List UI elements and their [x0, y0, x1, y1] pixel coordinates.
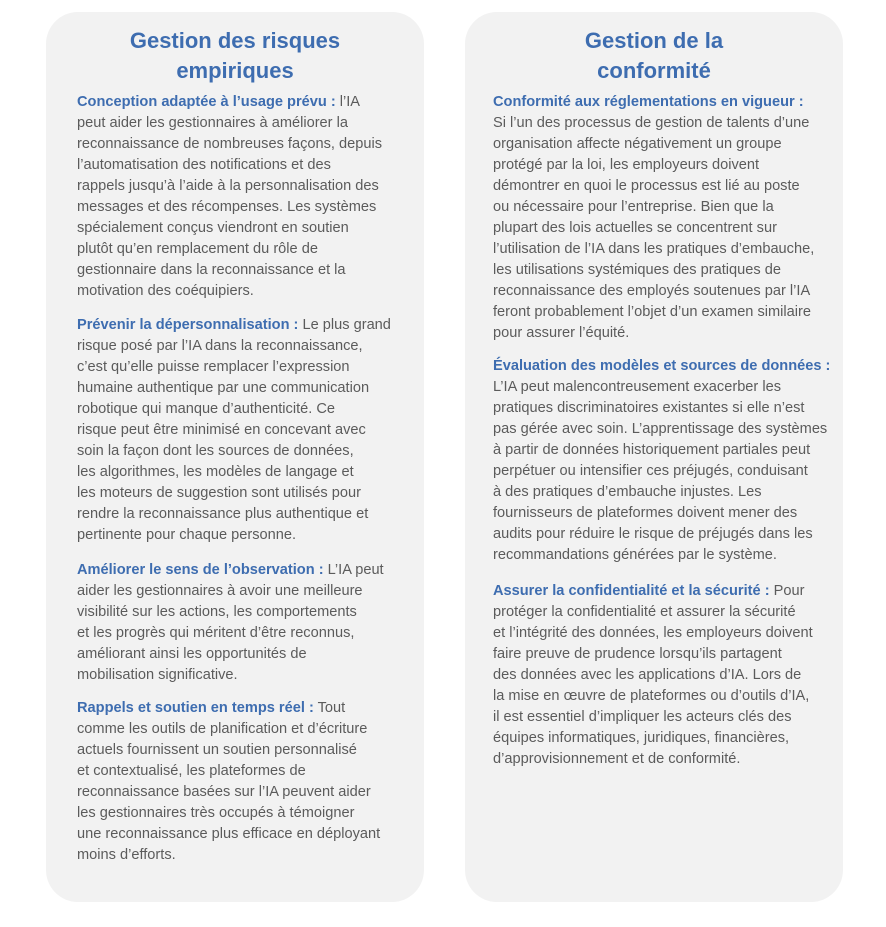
section-text-line: protégé par la loi, les employeurs doivent — [493, 157, 760, 173]
title-line: empiriques — [176, 58, 294, 83]
section-paragraph — [493, 92, 837, 344]
section-text-line: et les progrès qui méritent d’être reconnus, — [77, 625, 355, 641]
section-text-line: L’IA peut malencontreusement exacerber les — [493, 379, 781, 395]
section-text-line: pratiques discriminatoires existantes si elle n’est — [493, 400, 805, 416]
section-text-line: risque posé par l’IA dans la reconnaissance, — [77, 338, 363, 354]
section-text-line: motivation des coéquipiers. — [77, 283, 254, 299]
section-text-line: actuels fournissent un soutien personnalisé — [77, 742, 357, 758]
section-text-line: peut aider les gestionnaires à améliorer la — [77, 115, 348, 131]
section-text-line: gestionnaire dans la reconnaissance et la — [77, 262, 346, 278]
section-text-line: une reconnaissance plus efficace en déployant — [77, 826, 381, 842]
section-heading: Prévenir la dépersonnalisation : — [77, 317, 299, 333]
section-text-line: perpétuer ou intensifier ces préjugés, conduisant — [493, 463, 808, 479]
paragraph-line — [77, 92, 414, 113]
compliance-management-card — [465, 12, 843, 902]
section-text-line: les gestionnaires très occupés à témoigner — [77, 805, 355, 821]
paragraph-line — [493, 581, 837, 602]
section-text-line: ou nécessaire pour l’entreprise. Bien que la — [493, 199, 774, 215]
title-line: Gestion de la — [584, 28, 724, 53]
section-text-line: la mise en œuvre de plateformes ou d’outils d’IA, — [493, 688, 810, 704]
section-text-line: les moteurs de suggestion sont utilisés pour — [77, 485, 361, 501]
paragraph-line — [77, 315, 414, 336]
section-text-line: reconnaissance des employés soutenues par l’IA — [493, 283, 811, 299]
section-text-line: à des pratiques d’embauche injustes. Les — [493, 484, 762, 500]
section-text-line: organisation affecte négativement un groupe — [493, 136, 782, 152]
section-text: Tout — [313, 700, 346, 716]
section-text-line: reconnaissance basées sur l’IA peuvent aider — [77, 784, 371, 800]
section-paragraph — [493, 581, 837, 770]
section-text: Le plus grand — [298, 317, 391, 333]
compliance-management-title — [465, 26, 843, 86]
section-text-line: à partir de données historiquement partiales peut — [493, 442, 811, 458]
section-text-line: recommandations générées par le système. — [493, 547, 777, 563]
section-text-line: moins d’efforts. — [77, 847, 176, 863]
section-text: Pour — [769, 583, 805, 599]
section-paragraph — [77, 92, 414, 302]
section-paragraph — [77, 560, 414, 686]
section-heading: Conformité aux réglementations en vigueur : — [493, 94, 804, 110]
section-text-line: et l’intégrité des données, les employeurs doivent — [493, 625, 813, 641]
risk-management-title — [46, 26, 424, 86]
section-text-line: l’automatisation des notifications et des — [77, 157, 331, 173]
section-text-line: aider les gestionnaires à avoir une meilleure — [77, 583, 363, 599]
section-text-line: comme les outils de planification et d’écriture — [77, 721, 368, 737]
section-text-line: fournisseurs de plateformes doivent mener des — [493, 505, 798, 521]
section-text-line: des données avec les applications d’IA. Lors de — [493, 667, 802, 683]
section-text-line: plutôt qu’en remplacement du rôle de — [77, 241, 318, 257]
section-text-line: rappels jusqu’à l’aide à la personnalisation des — [77, 178, 379, 194]
section-text-line: les algorithmes, les modèles de langage et — [77, 464, 354, 480]
paragraph-line — [493, 92, 837, 113]
section-heading: Rappels et soutien en temps réel : — [77, 700, 314, 716]
title-line: Gestion des risques — [129, 28, 341, 53]
paragraph-line — [493, 356, 837, 377]
section-text-line: équipes informatiques, juridiques, financières, — [493, 730, 790, 746]
section-text-line: feront probablement l’objet d’un examen similaire — [493, 304, 811, 320]
section-text-line: risque peut être minimisé en concevant avec — [77, 422, 366, 438]
section-text-line: pour assurer l’équité. — [493, 325, 630, 341]
section-text-line: démontrer en quoi le processus est lié au poste — [493, 178, 800, 194]
section-text-line: protéger la confidentialité et assurer la sécurité — [493, 604, 796, 620]
section-text-line: il est essentiel d’impliquer les acteurs clés des — [493, 709, 792, 725]
section-text-line: c’est qu’elle puisse remplacer l’expression — [77, 359, 350, 375]
section-text-line: robotique qui manque d’authenticité. Ce — [77, 401, 335, 417]
section-text: L’IA peut — [323, 562, 384, 578]
section-text-line: d’approvisionnement et de conformité. — [493, 751, 741, 767]
section-text-line: messages et des récompenses. Les systèmes — [77, 199, 377, 215]
paragraph-line — [77, 698, 414, 719]
section-text-line: audits pour réduire le risque de préjugés dans les — [493, 526, 813, 542]
section-text-line: pertinente pour chaque personne. — [77, 527, 297, 543]
section-text-line: les utilisations systémiques des pratiques de — [493, 262, 781, 278]
section-text-line: visibilité sur les actions, les comportements — [77, 604, 357, 620]
section-text-line: faire preuve de prudence lorsqu’ils partagent — [493, 646, 782, 662]
title-line: conformité — [597, 58, 711, 83]
section-text-line: mobilisation significative. — [77, 667, 238, 683]
section-paragraph — [77, 315, 414, 546]
paragraph-line — [77, 560, 414, 581]
section-paragraph — [77, 698, 414, 866]
section-heading: Améliorer le sens de l’observation : — [77, 562, 324, 578]
section-text-line: rendre la reconnaissance plus authentique et — [77, 506, 369, 522]
section-text-line: améliorant ainsi les opportunités de — [77, 646, 307, 662]
section-text-line: pas gérée avec soin. L’apprentissage des systèmes — [493, 421, 828, 437]
section-text-line: plupart des lois actuelles se concentrent sur — [493, 220, 777, 236]
section-text-line: Si l’un des processus de gestion de talents d’une — [493, 115, 810, 131]
section-text-line: humaine authentique par une communication — [77, 380, 370, 396]
section-heading: Évaluation des modèles et sources de données : — [493, 358, 831, 374]
section-text-line: spécialement conçus viendront en soutien — [77, 220, 349, 236]
section-text-line: reconnaissance de nombreuses façons, depuis — [77, 136, 383, 152]
section-text-line: l’utilisation de l’IA dans les pratiques d’embauche, — [493, 241, 815, 257]
section-text-line: et contextualisé, les plateformes de — [77, 763, 306, 779]
section-heading: Assurer la confidentialité et la sécurité : — [493, 583, 770, 599]
section-text: l’IA — [335, 94, 361, 110]
section-heading: Conception adaptée à l’usage prévu : — [77, 94, 336, 110]
section-paragraph — [493, 356, 837, 566]
risk-management-card — [46, 12, 424, 902]
section-text-line: soin la façon dont les sources de données, — [77, 443, 354, 459]
